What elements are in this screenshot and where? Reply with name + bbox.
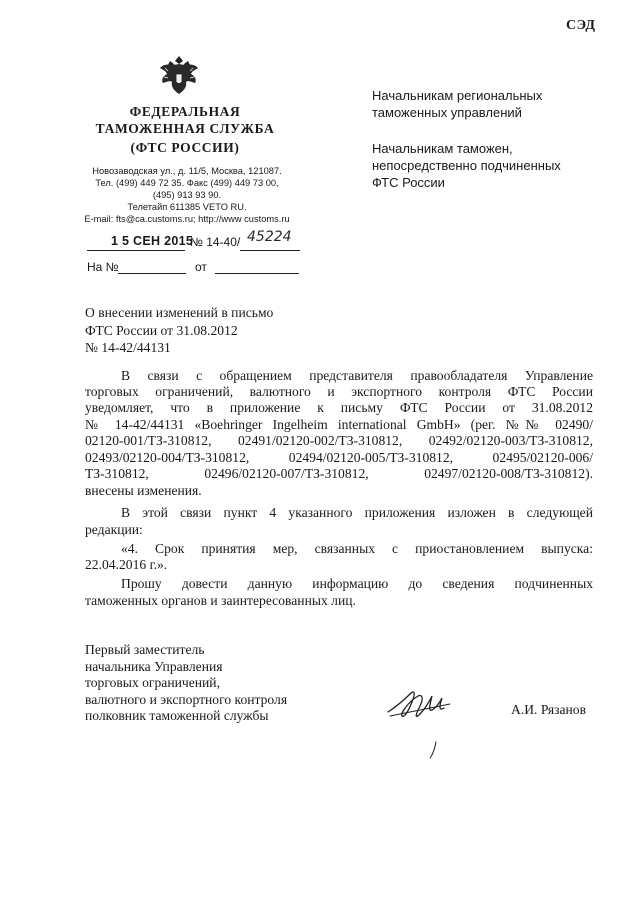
- number-underline: [240, 250, 300, 251]
- address-line: (495) 913 93 90.: [152, 190, 222, 200]
- address-line: Новозаводская ул., д. 11/5, Москва, 121087.: [92, 166, 282, 176]
- reference-date-label: от: [195, 260, 207, 274]
- signer-title-line: валютного и экспортного контроля: [85, 691, 288, 707]
- reference-date-field: [215, 273, 299, 274]
- signer-name: А.И. Рязанов: [511, 702, 587, 717]
- recipient-line: ФТС России: [372, 175, 445, 190]
- recipient-line: непосредственно подчиненных: [372, 158, 561, 173]
- handwritten-signature: [380, 672, 470, 762]
- coat-of-arms-emblem: [157, 52, 201, 98]
- org-name-line2: ТАМОЖЕННАЯ СЛУЖБА: [95, 121, 275, 136]
- address-line: Телетайп 611385 VETO RU.: [127, 202, 247, 212]
- body-line: В связи с обращением представителя правообладателя Управление: [121, 368, 593, 383]
- body-line: 22.04.2016 г.».: [85, 557, 168, 572]
- email-line: E-mail: fts@ca.customs.ru; http://www customs.ru: [84, 214, 290, 224]
- recipient-line: Начальникам таможен,: [372, 141, 513, 156]
- body-line: Прошу довести данную информацию до сведения подчиненных: [121, 576, 593, 591]
- body-line: ТЗ-310812, 02496/02120-007/ТЗ-310812, 02497/02120-008/ТЗ-310812).: [85, 466, 593, 481]
- date-underline: [87, 250, 185, 251]
- subject-line: № 14-42/44131: [85, 340, 171, 355]
- body-line: 02493/02120-004/ТЗ-310812, 02494/02120-005/ТЗ-310812, 02495/02120-006/: [85, 450, 593, 465]
- body-line: торговых ограничений, валютного и экспортного контроля ФТС России: [85, 384, 593, 399]
- outgoing-number-handwritten: 45224: [247, 229, 292, 245]
- recipient-line: Начальникам региональных: [372, 88, 543, 103]
- date-stamp: 1 5 СЕН 2015: [111, 234, 194, 248]
- org-name-line1: ФЕДЕРАЛЬНАЯ: [129, 104, 241, 119]
- body-line: редакции:: [85, 522, 143, 537]
- signer-title: [85, 642, 287, 725]
- signer-title-line: торговых ограничений,: [85, 675, 220, 691]
- body-line: таможенных органов и заинтересованных лиц.: [85, 593, 356, 608]
- subject-line: О внесении изменений в письмо: [85, 305, 274, 320]
- signer-title-line: начальника Управления: [85, 658, 223, 674]
- system-mark: СЭД: [566, 18, 596, 33]
- body-line: В этой связи пункт 4 указанного приложения изложен в следующей: [121, 505, 593, 520]
- reference-number-field: [118, 273, 186, 274]
- outgoing-number-label: № 14-40/: [190, 235, 241, 249]
- address-line: Тел. (499) 449 72 35. Факс (499) 449 73 00,: [95, 178, 279, 188]
- body-line: «4. Срок принятия мер, связанных с приостановлением выпуска:: [121, 541, 593, 556]
- signer-title-line: Первый заместитель: [85, 642, 205, 657]
- body-line: № 14-42/44131 «Boehringer Ingelheim international GmbH» (рег. №№ 02490/: [85, 417, 593, 432]
- subject-line: ФТС России от 31.08.2012: [85, 322, 238, 338]
- org-short-name: (ФТС РОССИИ): [130, 140, 240, 155]
- letter-subject: [85, 304, 345, 357]
- reference-number-label: На №: [87, 260, 119, 274]
- signer-title-line: полковник таможенной службы: [85, 708, 269, 724]
- body-line: уведомляет, что в приложение к письму ФТС России от 31.08.2012: [85, 400, 593, 415]
- body-line: внесены изменения.: [85, 483, 202, 498]
- body-line: 02120-001/ТЗ-310812, 02491/02120-002/ТЗ-310812, 02492/02120-003/ТЗ-310812,: [85, 433, 593, 448]
- recipient-line: таможенных управлений: [372, 105, 522, 120]
